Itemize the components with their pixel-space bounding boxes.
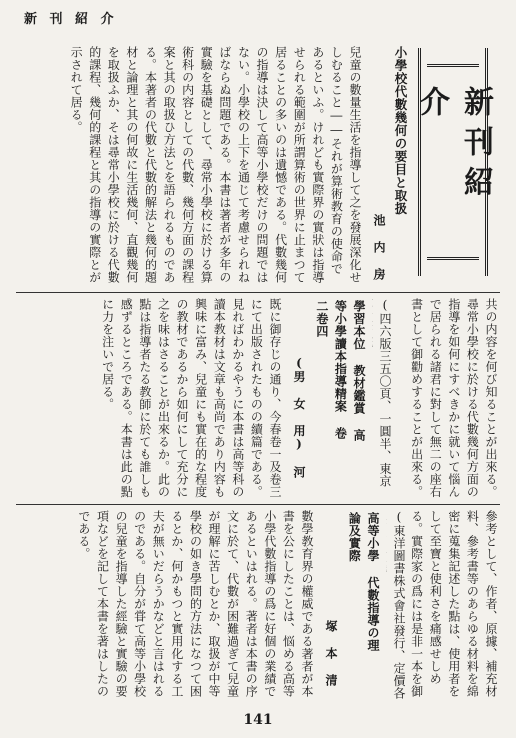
running-head: 新 刊 紹 介 (24, 12, 118, 27)
article3-body: 數學教育界の權威である著者が本書を公にしたことは、悩める高等小學代數指導の爲に好個の業績であるといはれる。著者は本書の序文に於て、代數が困難過ぎて兒童が理解に苦しむとか、取扱が中等學校の如き學問的方法になつて困るとか、何かもつと實用化する工夫が無いだらうかなどと言はれるのである。自分が甞て高等小學校の兒童を指導した經驗と實驗の要項などを記して本書を著はしたのである。 (76, 510, 314, 698)
band-divider-1 (16, 292, 500, 293)
article3-author: 塚 本 清 (324, 620, 338, 687)
article1-continued: 共の内容を何び知ることが出來る。尋常小學校に於ける代數幾何方面の指導を如何にすべきかに就いて惱んで居られる諸君に對して無二の座右書として御勸めすることが出來る。 (409, 298, 498, 498)
article1-price: (四六版三五〇頁、一圓半、東京 (378, 298, 392, 488)
article3-title: 高等小學 代數指導の理論及實際 (347, 512, 380, 652)
article3-price: (東洋圖書株式會社發行、定價各 (392, 510, 406, 700)
article2-author: (男 女 用) 河 (292, 356, 306, 479)
article1-title: 小學校代數幾何の要目と取扱 (393, 46, 408, 215)
article3-continued: 參考として、作者、原據、補充材料、參考書等のあらゆる材料を綿密に蒐集記述した點は、使用者をして至寶と使利さを痛感せしめる。實際家の爲には是非一本を御 (409, 510, 498, 698)
title-rule-bottom (427, 257, 479, 260)
band-divider-2 (16, 504, 500, 505)
article1-body: 兒童の數量生活を指導して之を發展深化せしむること――それが算術教育の使命であるといふ。けれども實際界の實狀は指導せられる範圍が所謂算術の世界に止まつて居ることの多いのは遺憾である。代數幾何の指導は決して高等小學校だけの問題ではない。小學校の上下を通じて考慮せられねばならぬ問題である。本書は著者が多年の實驗を基礎として、尋常小學校に於ける算術科の内容としての代數、幾何方面の課程案と其の取扱ひ方法とを語られるものである。本著者の代數と代數的解法と幾何的題材と論理と其の何故に生活幾何、直觀幾何を取扱ふか、そは尋常小學校に於ける代數的課程、幾何的課程と其の指導の實際とが示されて居る。 (69, 46, 362, 284)
article1-author: 池 内 房 (372, 214, 386, 281)
page-number: 141 (243, 712, 273, 728)
section-title-box (414, 48, 493, 276)
title-rule-top (427, 64, 479, 67)
article2-title: 學習本位 教材鑑賞 高等小學讀本指導精案 卷二卷四 (314, 300, 366, 442)
article2-body: 既に御存じの通り、今春卷一及卷三にて出版されたものの續篇である。見ればわかるやうに本書は高等科の讀本教材は文章も高尚であり内容も興味に富み、兒童にも實在的な程度の教材であるから如何にして充分に之を味はさることが出來るか。此の點は指導者たる教師に於ても誰しも感ずるところである。本書は此の點に力を注いで居る。 (100, 298, 282, 498)
section-title: 新刊紹介 (414, 86, 493, 206)
